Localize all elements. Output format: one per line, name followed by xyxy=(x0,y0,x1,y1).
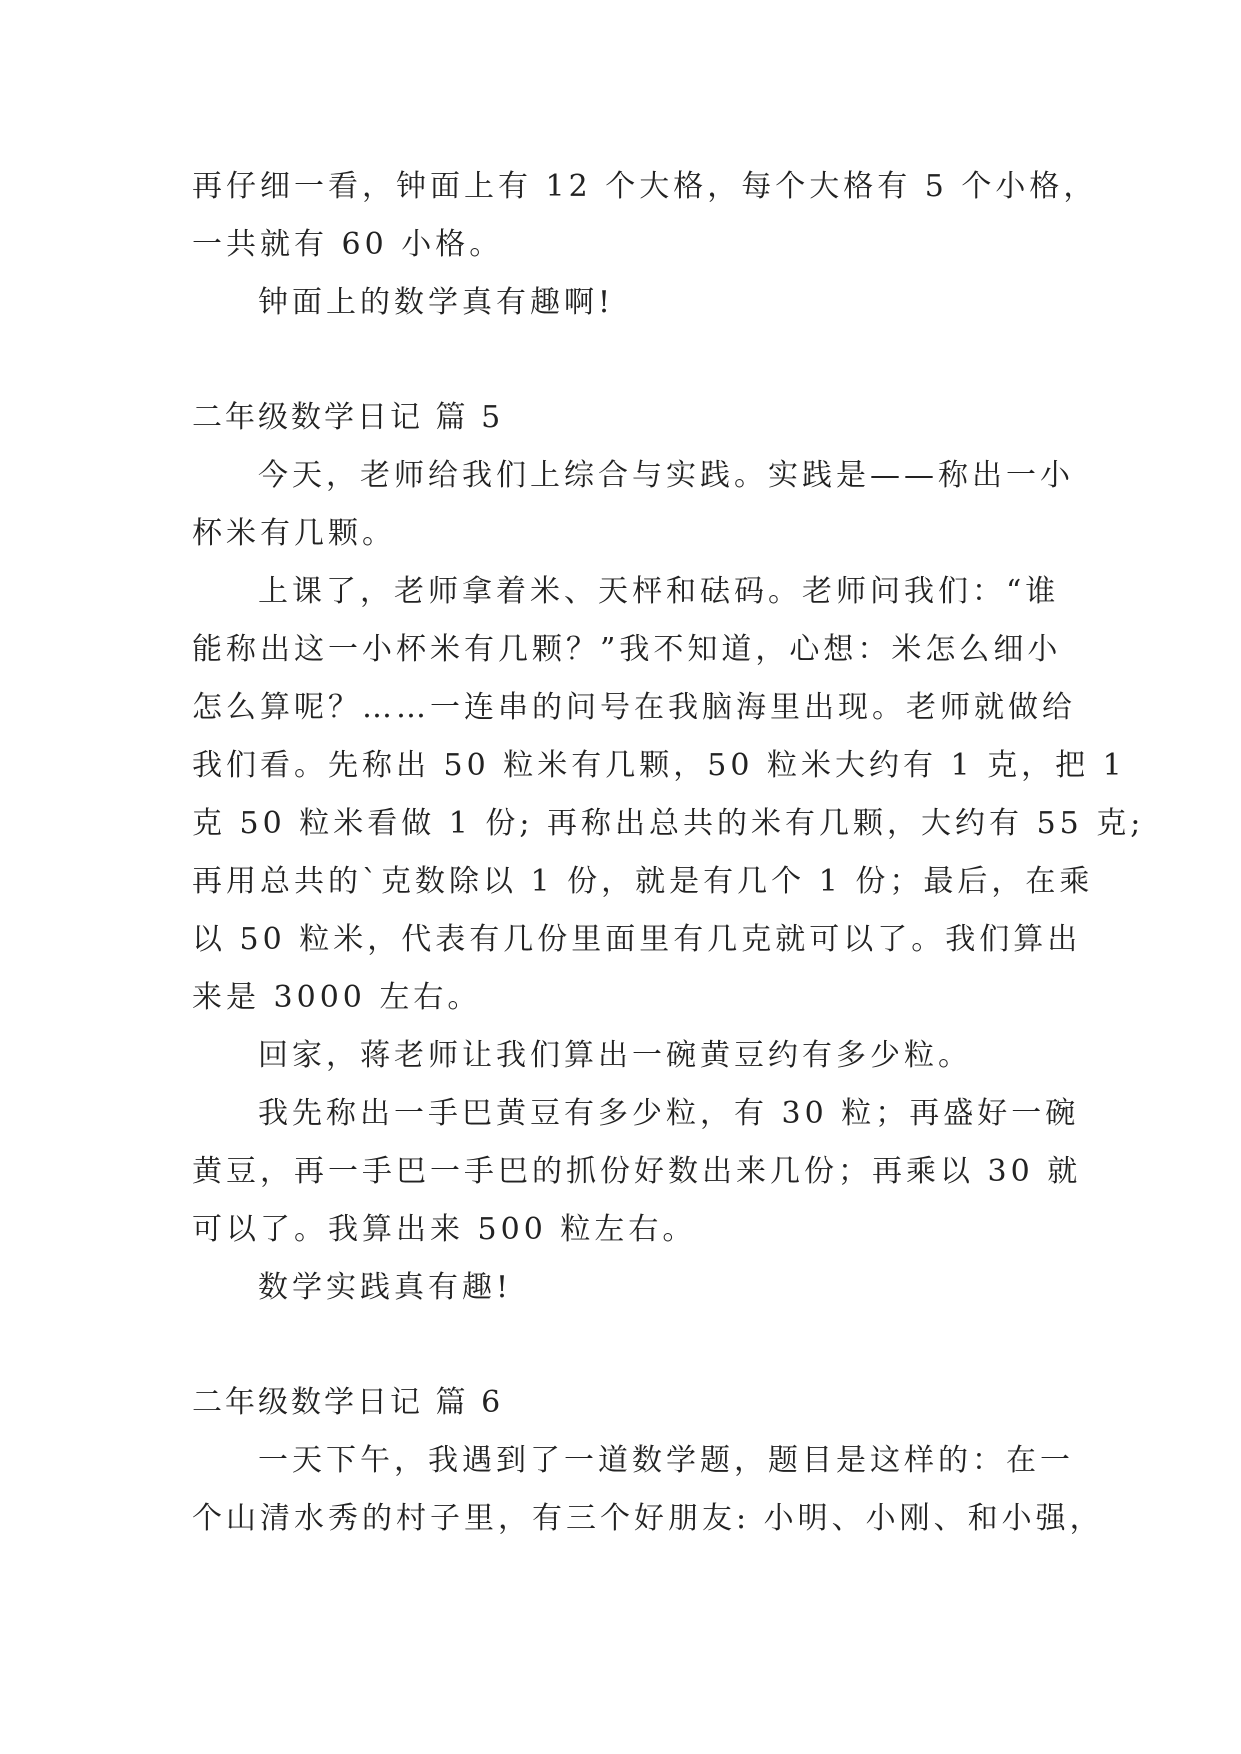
paragraph-line: 回家，蒋老师让我们算出一碗黄豆约有多少粒。 xyxy=(258,1038,972,1073)
paragraph-line: 怎么算呢？……一连串的问号在我脑海里出现。老师就做给 xyxy=(192,690,1076,725)
paragraph-line: 能称出这一小杯米有几颗？”我不知道，心想：米怎么细小 xyxy=(192,632,1062,667)
paragraph-line: 我们看。先称出 50 粒米有几颗，50 粒米大约有 1 克，把 1 xyxy=(192,748,1126,783)
paragraph-line: 数学实践真有趣! xyxy=(258,1270,513,1305)
paragraph-line: 再仔细一看，钟面上有 12 个大格，每个大格有 5 个小格， xyxy=(192,169,1098,204)
paragraph-line: 一天下午，我遇到了一道数学题，题目是这样的：在一 xyxy=(258,1443,1074,1478)
entry-heading: 二年级数学日记 篇 6 xyxy=(192,1385,504,1420)
paragraph-line: 今天，老师给我们上综合与实践。实践是——称出一小 xyxy=(258,458,1074,493)
paragraph-line: 钟面上的数学真有趣啊! xyxy=(258,285,615,320)
paragraph-line: 来是 3000 左右。 xyxy=(192,980,482,1015)
paragraph-line: 克 50 粒米看做 1 份; 再称出总共的米有几颗，大约有 55 克; xyxy=(192,806,1145,841)
paragraph-line: 以 50 粒米，代表有几份里面里有几克就可以了。我们算出 xyxy=(192,922,1082,957)
paragraph-line: 黄豆，再一手巴一手巴的抓份好数出来几份；再乘以 30 就 xyxy=(192,1154,1082,1189)
paragraph-line: 再用总共的`克数除以 1 份，就是有几个 1 份；最后，在乘 xyxy=(192,864,1094,899)
paragraph-line: 上课了，老师拿着米、天枰和砝码。老师问我们：“谁 xyxy=(258,574,1060,609)
document-page xyxy=(192,158,1145,1548)
paragraph-line: 可以了。我算出来 500 粒左右。 xyxy=(192,1212,697,1247)
entry-heading: 二年级数学日记 篇 5 xyxy=(192,400,504,435)
paragraph-line: 一共就有 60 小格。 xyxy=(192,227,504,262)
paragraph-line: 个山清水秀的村子里，有三个好朋友: 小明、小刚、和小强， xyxy=(192,1501,1104,1536)
paragraph-line: 我先称出一手巴黄豆有多少粒，有 30 粒；再盛好一碗 xyxy=(258,1096,1080,1131)
paragraph-line: 杯米有几颗。 xyxy=(192,516,396,551)
